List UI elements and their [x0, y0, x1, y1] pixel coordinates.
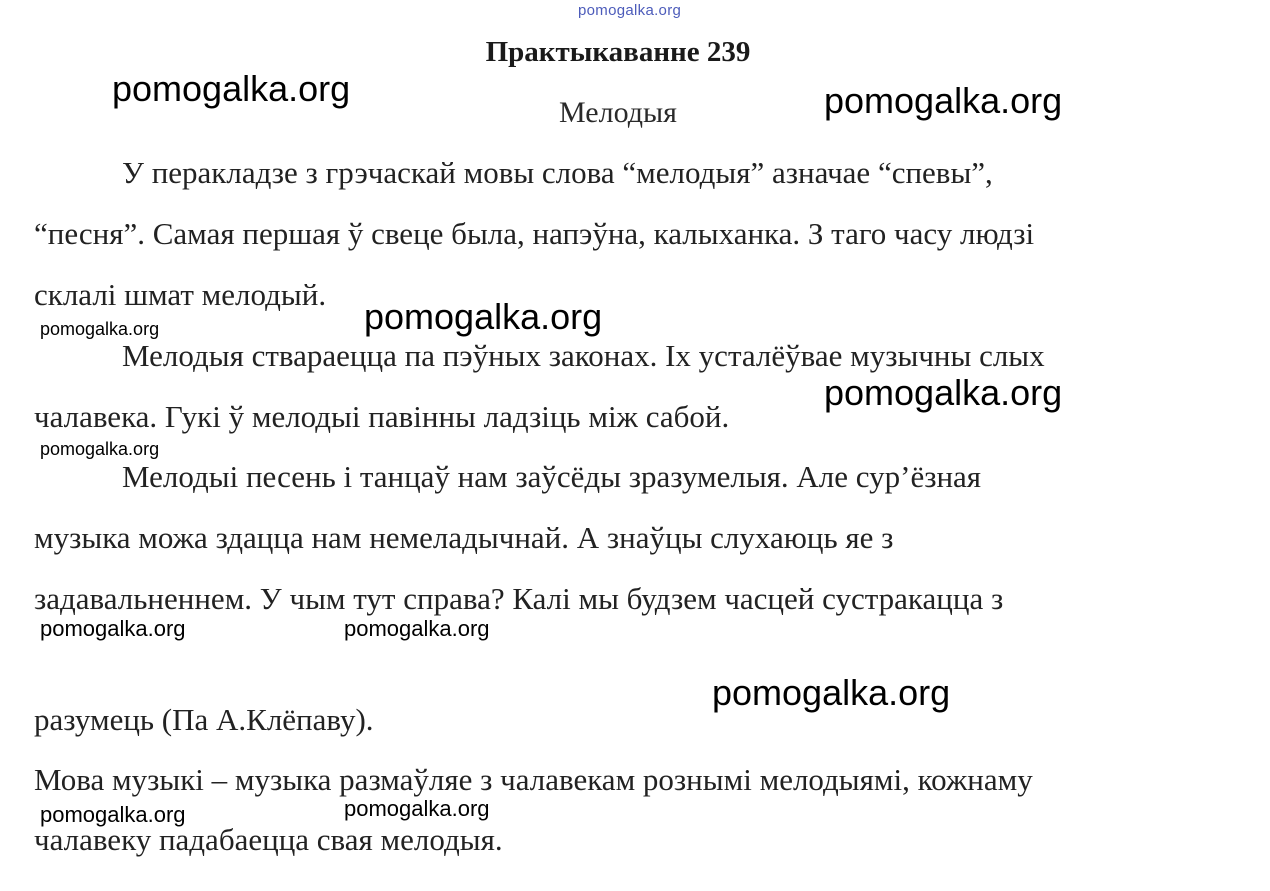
watermark: pomogalka.org [344, 796, 490, 821]
text-line-11: Мова музыкі – музыка размаўляе з чалавекам рознымі мелодыямі, кожнаму [34, 762, 1033, 797]
text-line-5: чалавека. Гукі ў мелодыі павінны ладзіць між сабой. [34, 399, 730, 434]
text-line-6: Мелодыі песень і танцаў нам заўсёды зразумелыя. Але сур’ёзная [122, 459, 982, 494]
top-watermark: pomogalka.org [578, 2, 682, 19]
exercise-title: Практыкаванне 239 [485, 36, 751, 68]
watermark: pomogalka.org [40, 319, 160, 339]
watermark: pomogalka.org [344, 616, 490, 641]
text-title: Мелодыя [559, 96, 677, 129]
watermark: pomogalka.org [40, 439, 160, 459]
text-line-1: У перакладзе з грэчаскай мовы слова “мелодыя” азначае “спевы”, [122, 155, 993, 190]
watermark: pomogalka.org [112, 68, 351, 109]
watermark: pomogalka.org [364, 296, 603, 337]
watermark: pomogalka.org [40, 616, 186, 641]
watermark: pomogalka.org [824, 80, 1063, 121]
text-line-3: склалі шмат мелодый. [34, 277, 327, 312]
watermark: pomogalka.org [824, 372, 1063, 413]
text-line-10: разумець (Па А.Клёпаву). [34, 702, 374, 737]
watermark: pomogalka.org [712, 672, 951, 713]
text-line-2: “песня”. Самая першая ў свеце была, напэўна, калыханка. З таго часу людзі [34, 216, 1035, 251]
text-line-12: чалавеку падабаецца свая мелодыя. [34, 822, 503, 857]
text-line-7: музыка можа здацца нам немеладычнай. А знаўцы слухаюць яе з [34, 520, 894, 555]
text-line-8: задавальненнем. У чым тут справа? Калі мы будзем часцей сустракацца з [34, 581, 1004, 616]
text-line-4: Мелодыя ствараецца па пэўных законах. Іх усталёўвае музычны слых [122, 338, 1045, 373]
watermark: pomogalka.org [40, 802, 186, 827]
